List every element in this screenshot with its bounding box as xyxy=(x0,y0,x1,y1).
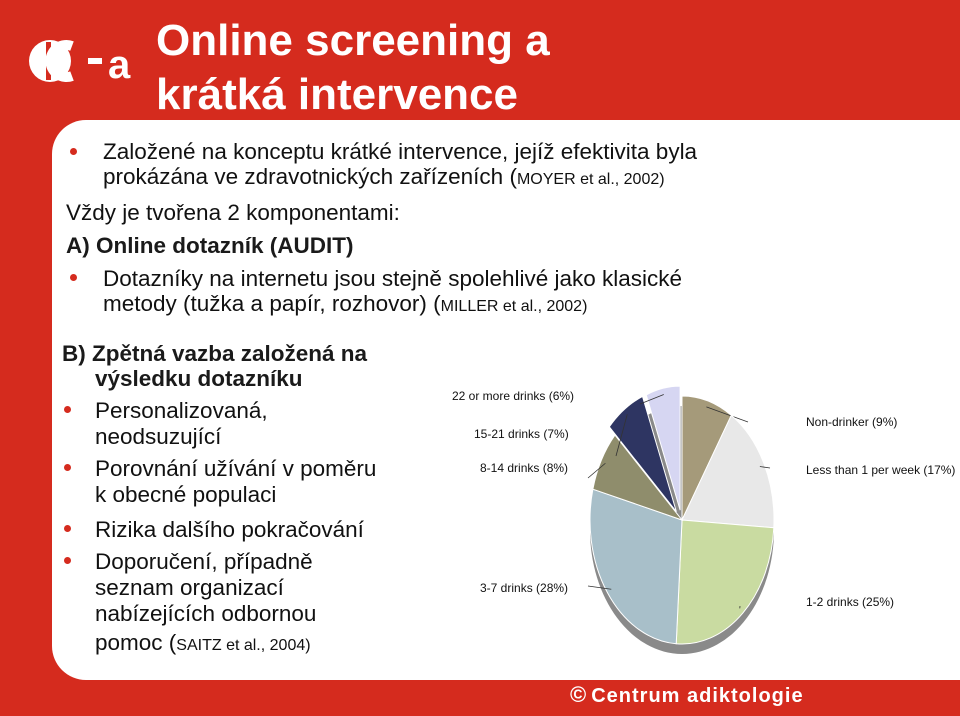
intro-bullet-line2: prokázána ve zdravotnických zařízeních (MOYER et al., 2002) xyxy=(103,164,665,189)
pie-slice-label: 22 or more drinks (6%) xyxy=(452,389,575,403)
intro-bullet-line1: Založené na konceptu krátké intervence, jejíž efektivita byla xyxy=(103,139,698,164)
b-item-4-line1: Doporučení, případně xyxy=(95,549,313,574)
bullet-icon xyxy=(64,464,71,471)
copyright-symbol: © xyxy=(570,682,588,707)
bullet-icon xyxy=(64,525,71,532)
footer-brand xyxy=(570,682,804,708)
slide-title-line1: Online screening a xyxy=(156,16,550,65)
section-a-bullet-line2: metody (tužka a papír, rozhovor) (MILLER et al., 2002) xyxy=(103,291,588,316)
slide-title xyxy=(156,14,550,122)
b-item-2-line1: Porovnání užívání v poměru xyxy=(95,456,377,481)
b-item-4-line3: nabízejících odbornou xyxy=(95,601,317,626)
b-item-2-line2: k obecné populaci xyxy=(95,482,277,507)
b-item-4-line2: seznam organizací xyxy=(95,575,284,600)
centrum-adiktologie-logo-icon xyxy=(28,36,138,86)
bullet-icon xyxy=(64,557,71,564)
pie-slice-label: 1-2 drinks (25%) xyxy=(806,595,895,609)
b-item-1-line2: neodsuzující xyxy=(95,424,222,449)
b-item-1-line1: Personalizovaná, xyxy=(95,398,268,423)
footer-text: Centrum adiktologie xyxy=(591,685,804,707)
b-item-3-line1: Rizika dalšího pokračování xyxy=(95,517,364,542)
pie-slice-label: 3-7 drinks (28%) xyxy=(480,581,569,595)
bullet-icon xyxy=(70,148,77,155)
pie-slice xyxy=(676,520,774,644)
citation-moyer: MOYER et al. xyxy=(516,171,615,188)
components-line: Vždy je tvořena 2 komponentami: xyxy=(66,200,400,225)
slide-title-line2: krátká intervence xyxy=(156,70,518,119)
section-b-heading-line2: výsledku dotazníku xyxy=(95,366,303,391)
section-a-bullet-line1: Dotazníky na internetu jsou stejně spolehlivé jako klasické xyxy=(103,266,683,291)
citation-miller: MILLER et al. xyxy=(440,298,538,315)
section-b-heading-line1: B) Zpětná vazba založená na xyxy=(62,341,368,366)
citation-saitz: SAITZ et al. xyxy=(176,637,261,654)
pie-slice-label: Non-drinker (9%) xyxy=(806,415,898,429)
bullet-icon xyxy=(64,406,71,413)
pie-slice-label: 15-21 drinks (7%) xyxy=(474,427,569,441)
pie-slice-label: 8-14 drinks (8%) xyxy=(480,461,569,475)
drinking-pie-chart xyxy=(440,360,960,660)
pie-slice-label: Less than 1 per week (17%) xyxy=(806,463,956,477)
bullet-icon xyxy=(70,274,77,281)
b-item-4-line4: pomoc (SAITZ et al., 2004) xyxy=(95,630,311,655)
svg-text:a: a xyxy=(108,43,131,86)
section-a-heading: A) Online dotazník (AUDIT) xyxy=(66,233,354,258)
